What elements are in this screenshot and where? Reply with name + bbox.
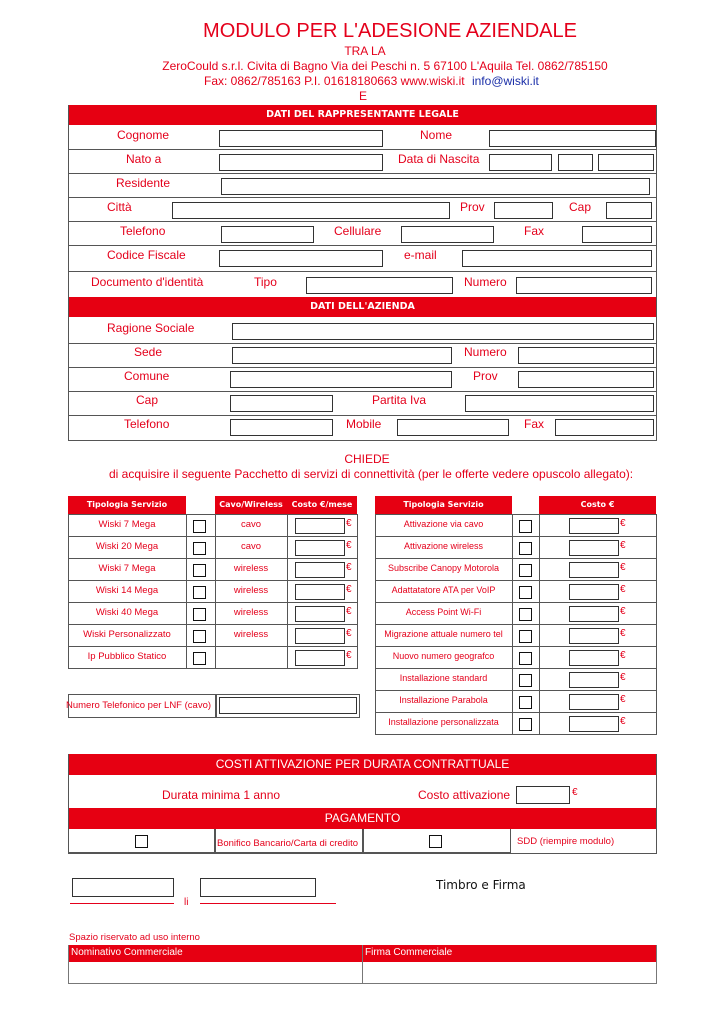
azienda-fax-field[interactable] xyxy=(555,419,654,436)
activation-service-name: Installazione personalizzata xyxy=(388,717,499,727)
tra-la: TRA LA xyxy=(344,44,386,58)
bonifico-label: Bonifico Bancario/Carta di credito xyxy=(217,838,358,849)
cellulare-label: Cellulare xyxy=(334,224,382,238)
divider xyxy=(69,173,656,174)
euro-sign: € xyxy=(620,518,626,529)
activation-checkbox[interactable] xyxy=(519,718,532,731)
euro-sign: € xyxy=(620,540,626,551)
sede-numero-field[interactable] xyxy=(518,347,654,364)
divider xyxy=(69,367,656,368)
euro-sign: € xyxy=(346,628,352,639)
activation-cost-field[interactable] xyxy=(569,694,619,710)
timbro-label: Timbro e Firma xyxy=(436,878,526,892)
fax-text: Fax: 0862/785163 P.I. 01618180663 www.wiski.it xyxy=(204,74,465,88)
activation-checkbox[interactable] xyxy=(519,674,532,687)
ragione-sociale-field[interactable] xyxy=(232,323,654,340)
fax-line xyxy=(204,74,539,88)
citta-label: Città xyxy=(107,200,132,214)
service-name: Wiski 7 Mega xyxy=(98,563,156,574)
euro-sign: € xyxy=(620,562,626,573)
service-name: Wiski 20 Mega xyxy=(95,541,159,552)
activation-service-name: Nuovo numero geografco xyxy=(392,651,495,661)
activation-cost-field[interactable] xyxy=(569,518,619,534)
azienda-prov-label: Prov xyxy=(473,369,498,383)
partita-iva-label: Partita Iva xyxy=(372,393,427,407)
service-name: Wiski 14 Mega xyxy=(95,585,159,596)
connection-type: cavo xyxy=(240,541,262,552)
connection-type: cavo xyxy=(240,519,262,530)
fax-label: Fax xyxy=(524,224,545,238)
activation-service-name: Installazione standard xyxy=(399,673,488,683)
nome-field[interactable] xyxy=(489,130,656,147)
monthly-cost-field[interactable] xyxy=(295,606,345,622)
activation-cost-field[interactable] xyxy=(569,562,619,578)
activation-checkbox[interactable] xyxy=(519,520,532,533)
activation-checkbox[interactable] xyxy=(519,696,532,709)
email-label: e-mail xyxy=(404,248,437,262)
telefono-field[interactable] xyxy=(221,226,314,243)
connection-type: wireless xyxy=(233,585,269,596)
email-link[interactable]: info@wiski.it xyxy=(471,74,539,88)
service-name: Wiski 7 Mega xyxy=(98,519,156,530)
monthly-cost-field[interactable] xyxy=(295,540,345,556)
euro-sign: € xyxy=(620,628,626,639)
citta-field[interactable] xyxy=(172,202,450,219)
euro-sign: € xyxy=(620,716,626,727)
activation-checkbox[interactable] xyxy=(519,608,532,621)
data-nascita-day[interactable] xyxy=(489,154,552,171)
tipo-field[interactable] xyxy=(306,277,453,294)
divider xyxy=(69,245,656,246)
cellulare-field[interactable] xyxy=(401,226,494,243)
euro-sign: € xyxy=(620,606,626,617)
mobile-field[interactable] xyxy=(397,419,509,436)
activation-checkbox[interactable] xyxy=(519,652,532,665)
activation-cost-field[interactable] xyxy=(569,584,619,600)
euro-sign: € xyxy=(346,606,352,617)
nato-a-field[interactable] xyxy=(219,154,383,171)
lnf-field[interactable] xyxy=(219,697,357,714)
service-checkbox[interactable] xyxy=(193,652,206,665)
cap-label: Cap xyxy=(569,200,592,214)
cognome-field[interactable] xyxy=(219,130,383,147)
numero-label: Numero xyxy=(464,275,507,289)
right-header-tipologia: Tipologia Servizio xyxy=(375,496,512,514)
sede-numero-label: Numero xyxy=(464,345,507,359)
costi-header: COSTI ATTIVAZIONE PER DURATA CONTRATTUALE xyxy=(69,754,656,775)
service-name: Wiski 40 Mega xyxy=(95,607,159,618)
divider xyxy=(69,197,656,198)
divider xyxy=(69,271,656,272)
comune-field[interactable] xyxy=(230,371,452,388)
cap-field[interactable] xyxy=(606,202,652,219)
monthly-cost-field[interactable] xyxy=(295,584,345,600)
connection-type: wireless xyxy=(233,607,269,618)
sdd-label: SDD (riempire modulo) xyxy=(517,836,615,847)
cognome-label: Cognome xyxy=(117,128,170,142)
nominativo-label: Nominativo Commerciale xyxy=(71,947,183,958)
durata-label: Durata minima 1 anno xyxy=(162,788,281,802)
nome-label: Nome xyxy=(420,128,453,142)
email-field[interactable] xyxy=(462,250,652,267)
company-line: ZeroCould s.r.l. Civita di Bagno Via dei Peschi n. 5 67100 L'Aquila Tel. 0862/785150 xyxy=(162,59,608,73)
activation-service-name: Adattatatore ATA per VoIP xyxy=(391,585,496,595)
activation-service-name: Migrazione attuale numero tel xyxy=(384,629,503,639)
luogo-line xyxy=(70,903,174,904)
azienda-telefono-label: Telefono xyxy=(124,417,170,431)
bonifico-checkbox[interactable] xyxy=(135,835,148,848)
azienda-cap-field[interactable] xyxy=(230,395,333,412)
activation-service-name: Attivazione via cavo xyxy=(403,519,484,529)
data-nascita-year[interactable] xyxy=(598,154,654,171)
euro-sign: € xyxy=(346,650,352,661)
data-nascita-month[interactable] xyxy=(558,154,593,171)
service-checkbox[interactable] xyxy=(193,542,206,555)
activation-service-name: Attivazione wireless xyxy=(403,541,484,551)
activation-cost-field[interactable] xyxy=(569,540,619,556)
sede-label: Sede xyxy=(134,345,163,359)
monthly-cost-field[interactable] xyxy=(295,628,345,644)
activation-service-name: Subscribe Canopy Motorola xyxy=(387,563,500,573)
left-header-tipologia: Tipologia Servizio xyxy=(68,496,186,514)
azienda-prov-field[interactable] xyxy=(518,371,654,388)
e-text: E xyxy=(358,89,367,103)
azienda-cap-label: Cap xyxy=(136,393,159,407)
euro-sign: € xyxy=(346,518,352,529)
numero-field[interactable] xyxy=(516,277,652,294)
activation-service-name: Installazione Parabola xyxy=(399,695,488,705)
euro-sign: € xyxy=(620,650,626,661)
service-name: Ip Pubblico Statico xyxy=(87,651,167,662)
costo-attivazione-euro: € xyxy=(572,787,578,798)
divider xyxy=(69,343,656,344)
monthly-cost-field[interactable] xyxy=(295,650,345,666)
firma-commerciale-label: Firma Commerciale xyxy=(365,947,453,958)
divider xyxy=(69,391,656,392)
euro-sign: € xyxy=(620,672,626,683)
azienda-fax-label: Fax xyxy=(524,417,545,431)
prov-label: Prov xyxy=(460,200,485,214)
service-checkbox[interactable] xyxy=(193,564,206,577)
euro-sign: € xyxy=(346,540,352,551)
service-checkbox[interactable] xyxy=(193,608,206,621)
euro-sign: € xyxy=(346,584,352,595)
luogo-field[interactable] xyxy=(72,878,174,897)
chiede-text: di acquisire il seguente Pacchetto di servizi di connettività (per le offerte vedere opuscolo allegato): xyxy=(109,467,634,481)
azienda-header: DATI DELL'AZIENDA xyxy=(69,297,656,317)
comune-label: Comune xyxy=(124,369,170,383)
pagamento-header: PAGAMENTO xyxy=(69,808,656,829)
costo-attivazione-label: Costo attivazione xyxy=(418,788,511,802)
data-nascita-label: Data di Nascita xyxy=(398,152,480,166)
ragione-sociale-label: Ragione Sociale xyxy=(107,321,195,335)
codice-fiscale-field[interactable] xyxy=(219,250,383,267)
connection-type: wireless xyxy=(233,563,269,574)
page-title: MODULO PER L'ADESIONE AZIENDALE xyxy=(203,20,577,42)
divider xyxy=(69,221,656,222)
telefono-label: Telefono xyxy=(120,224,166,238)
service-checkbox[interactable] xyxy=(193,520,206,533)
residente-field[interactable] xyxy=(221,178,650,195)
lnf-label: Numero Telefonico per LNF (cavo) xyxy=(66,700,212,711)
li-label: li xyxy=(184,897,189,908)
euro-sign: € xyxy=(620,584,626,595)
tipo-label: Tipo xyxy=(254,275,277,289)
activation-cost-field[interactable] xyxy=(569,628,619,644)
service-name: Wiski Personalizzato xyxy=(83,629,171,640)
nato-a-label: Nato a xyxy=(126,152,162,166)
fax-field[interactable] xyxy=(582,226,652,243)
monthly-cost-field[interactable] xyxy=(295,562,345,578)
sdd-checkbox[interactable] xyxy=(429,835,442,848)
mobile-label: Mobile xyxy=(346,417,382,431)
activation-checkbox[interactable] xyxy=(519,564,532,577)
activation-checkbox[interactable] xyxy=(519,630,532,643)
partita-iva-field[interactable] xyxy=(465,395,654,412)
riservato-label: Spazio riservato ad uso interno xyxy=(69,932,200,943)
firma-commerciale-field[interactable] xyxy=(363,963,655,982)
nominativo-field[interactable] xyxy=(69,963,361,982)
chiede-title: CHIEDE xyxy=(344,452,390,466)
left-header-costo: Costo €/mese xyxy=(287,496,357,514)
divider xyxy=(69,149,656,150)
connection-type: wireless xyxy=(233,629,269,640)
euro-sign: € xyxy=(620,694,626,705)
left-header-cavo-wireless: Cavo/Wireless xyxy=(215,496,287,514)
sede-field[interactable] xyxy=(232,347,452,364)
activation-cost-field[interactable] xyxy=(569,716,619,732)
costo-attivazione-field[interactable] xyxy=(516,786,570,804)
activation-cost-field[interactable] xyxy=(569,650,619,666)
azienda-telefono-field[interactable] xyxy=(230,419,333,436)
monthly-cost-field[interactable] xyxy=(295,518,345,534)
service-checkbox[interactable] xyxy=(193,630,206,643)
activation-checkbox[interactable] xyxy=(519,586,532,599)
prov-field[interactable] xyxy=(494,202,553,219)
divider xyxy=(69,415,656,416)
activation-cost-field[interactable] xyxy=(569,672,619,688)
euro-sign: € xyxy=(346,562,352,573)
activation-cost-field[interactable] xyxy=(569,606,619,622)
codice-fiscale-label: Codice Fiscale xyxy=(107,248,186,262)
residente-label: Residente xyxy=(116,176,171,190)
documento-label: Documento d'identità xyxy=(91,275,204,289)
rappresentante-header: DATI DEL RAPPRESENTANTE LEGALE xyxy=(69,105,656,125)
data-field[interactable] xyxy=(200,878,316,897)
data-line xyxy=(200,903,336,904)
right-header-costo: Costo € xyxy=(539,496,656,514)
left-cell-type xyxy=(215,646,288,669)
activation-service-name: Access Point Wi-Fi xyxy=(405,607,482,617)
activation-checkbox[interactable] xyxy=(519,542,532,555)
service-checkbox[interactable] xyxy=(193,586,206,599)
